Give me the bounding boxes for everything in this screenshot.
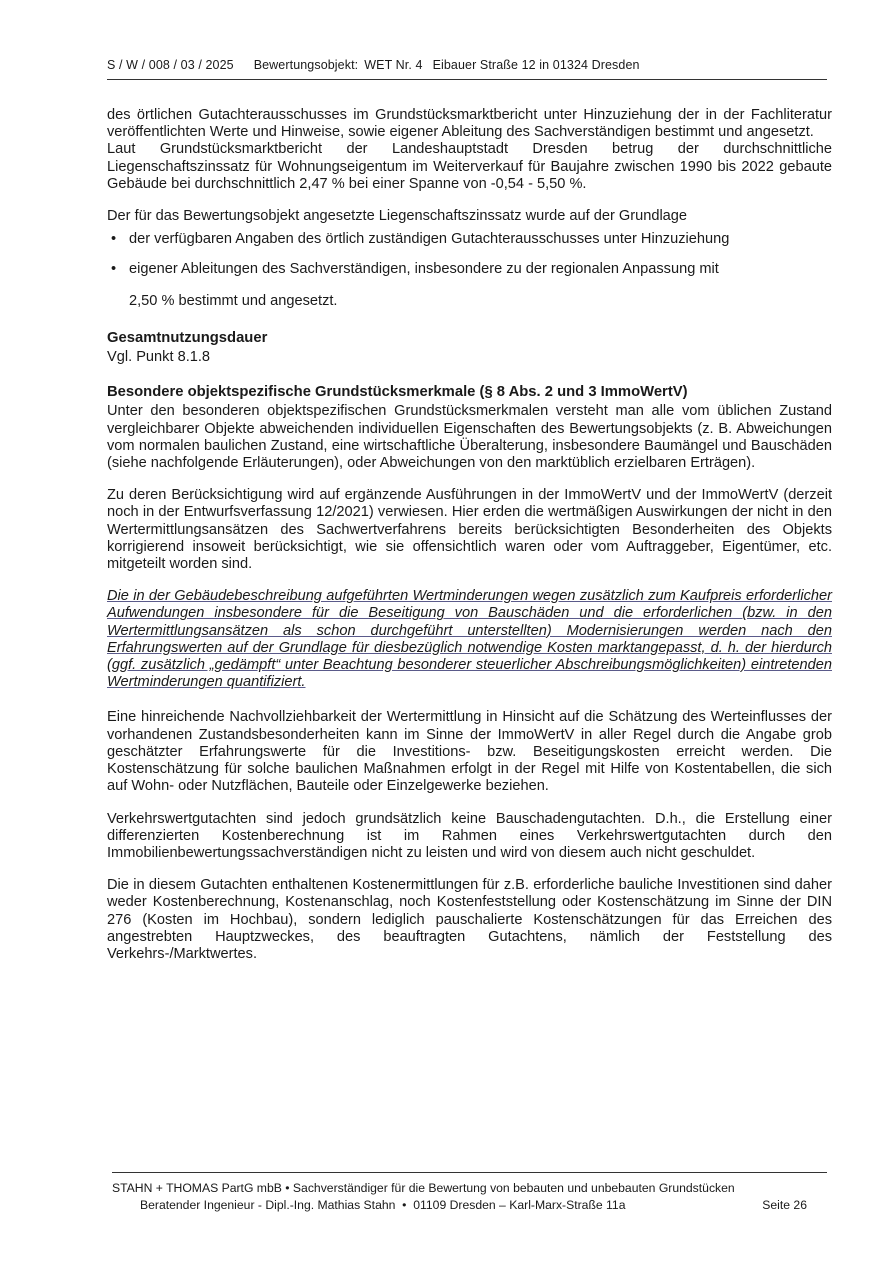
separator-dot: • bbox=[398, 1198, 414, 1212]
engineer-name: Beratender Ingenieur - Dipl.-Ing. Mathias Stahn bbox=[140, 1198, 396, 1212]
bullet-continuation: 2,50 % bestimmt und angesetzt. bbox=[129, 292, 338, 309]
bullet-list bbox=[107, 231, 832, 278]
section-heading-besondere-merkmale: Besondere objektspezifische Grundstücksmerkmale (§ 8 Abs. 2 und 3 ImmoWertV) bbox=[107, 384, 688, 401]
separator-dot: • bbox=[285, 1181, 293, 1195]
firm-name: STAHN + THOMAS PartG mbB bbox=[112, 1181, 282, 1195]
document-body bbox=[107, 107, 832, 978]
footer-row-firm bbox=[112, 1180, 827, 1197]
paragraph: Der für das Bewertungsobjekt angesetzte Liegenschaftszinssatz wurde auf der Grundlage bbox=[107, 208, 688, 225]
page-number: Seite 26 bbox=[762, 1198, 807, 1212]
paragraph: Laut Grundstücksmarktbericht der Landeshauptstadt Dresden betrug der durchschnittliche Liegenschaftszinssatz für Wohnungseigentum im Weiterverkauf für Baujahre zwischen 1990 bis 2022 gebaute Gebäude bei durchschnittlich 2,47 % bei einer Spanne von -0,54 - 5,50 %. bbox=[107, 141, 832, 192]
paragraph: Verkehrswertgutachten sind jedoch grundsätzlich keine Bauschadengutachten. D.h., die Erstellung einer differenzierten Kostenberechnung ist im Rahmen eines Verkehrswertgutachten durch den Immobilienbewertungssachverständigen nicht zu leisten und wird von diesem auch nicht geschuldet. bbox=[107, 810, 832, 861]
firm-description: Sachverständiger für die Bewertung von bebauten und unbebauten Grundstücken bbox=[292, 1181, 735, 1195]
section-heading-gesamtnutzungsdauer: Gesamtnutzungsdauer bbox=[107, 329, 268, 346]
page-footer bbox=[112, 1172, 827, 1214]
page-header bbox=[107, 58, 827, 80]
list-item-text: der verfügbaren Angaben des örtlich zuständigen Gutachterausschusses unter Hinzuziehung bbox=[129, 231, 730, 248]
list-item-text: eigener Ableitungen des Sachverständigen, insbesondere zu der regionalen Anpassung mit bbox=[129, 261, 719, 278]
paragraph: Eine hinreichende Nachvollziehbarkeit der Wertermittlung in Hinsicht auf die Schätzung des Werteinflusses der vorhandenen Zustandsbesonderheiten kann im Sinne der ImmoWertV in aller Regel durch die Angabe grob geschätzter Erfahrungswerte für die Investitions- bzw. Beseitigungskosten erreicht werden. Die Kostenschätzung für solche baulichen Maßnahmen erfolgt in der Regel mit Hilfe von Kostentabellen, die sich auf Wohn- oder Nutzflächen, Bauteile oder Einzelgewerke beziehen. bbox=[107, 709, 832, 795]
object-address: Eibauer Straße 12 in 01324 Dresden bbox=[432, 58, 640, 72]
list-item bbox=[107, 261, 832, 278]
paragraph: Unter den besonderen objektspezifischen Grundstücksmerkmalen versteht man alle vom üblichen Zustand vergleichbarer Objekte abweichenden individuellen Eigenschaften des Bewertungsobjekts (z. B. Abweichungen vom normalen baulichen Zustand, eine wirtschaftliche Überalterung, insbesondere Baumängel und Bauschäden (siehe nachfolgende Erläuterungen), oder Abweichungen von den marktüblich erzielbaren Erträgen). bbox=[107, 403, 832, 472]
paragraph: Vgl. Punkt 8.1.8 bbox=[107, 349, 211, 366]
object-id: WET Nr. 4 bbox=[364, 58, 423, 72]
firm-address: 01109 Dresden – Karl-Marx-Straße 11a bbox=[413, 1198, 626, 1212]
bullet-icon: • bbox=[111, 261, 117, 278]
reference-number: S / W / 008 / 03 / 2025 bbox=[107, 58, 234, 72]
highlighted-paragraph: Die in der Gebäudebeschreibung aufgeführten Wertminderungen wegen zusätzlich zum Kaufpreis erforderlicher Aufwendungen insbesondere für die Beseitigung von Bauschäden und die erforderlichen (bzw. in den Wertermittlungsansätzen als schon durchgeführt unterstellten) Modernisierungen werden nach den Erfahrungswerten auf der Grundlage für diesbezüglich notwendige Kosten marktangepasst, d. h. der hierdurch (ggf. zusätzlich „gedämpft“ unter Beachtung besonderer steuerlicher Abschreibungsmöglichkeiten) eintretenden Wertminderungen quantifiziert. bbox=[107, 588, 832, 691]
list-item bbox=[107, 231, 832, 248]
footer-row-contact bbox=[112, 1197, 827, 1214]
object-label: Bewertungsobjekt: bbox=[253, 58, 359, 72]
paragraph: Zu deren Berücksichtigung wird auf ergänzende Ausführungen in der ImmoWertV und der ImmoWertV (derzeit noch in der Entwurfsverfassung 12/2021) verwiesen. Hier erden die wertmäßigen Auswirkungen der nicht in den Wertermittlungsansätzen des Sachwertverfahrens bereits berücksichtigten Besonderheiten des Objekts korrigierend insoweit berücksichtigt, wie sie offensichtlich waren oder vom Auftraggeber, Eigentümer, etc. mitgeteilt worden sind. bbox=[107, 487, 832, 573]
bullet-icon: • bbox=[111, 231, 117, 248]
paragraph: Die in diesem Gutachten enthaltenen Kostenermittlungen für z.B. erforderliche bauliche Investitionen sind daher weder Kostenberechnung, Kostenanschlag, noch Kostenfeststellung oder Kostenschätzung im Sinne der DIN 276 (Kosten im Hochbau), sondern lediglich pauschalierte Kostenschätzungen für das Erreichen des angestrebten Hauptzweckes, des beauftragten Gutachtens, nämlich der Feststellung des Verkehrs-/Marktwertes. bbox=[107, 877, 832, 962]
paragraph: des örtlichen Gutachterausschusses im Grundstücksmarktbericht unter Hinzuziehung der in der Fachliteratur veröffentlichten Werte und Hinweise, sowie eigener Ableitung des Sachverständigen bestimmt und angesetzt. bbox=[107, 107, 832, 141]
